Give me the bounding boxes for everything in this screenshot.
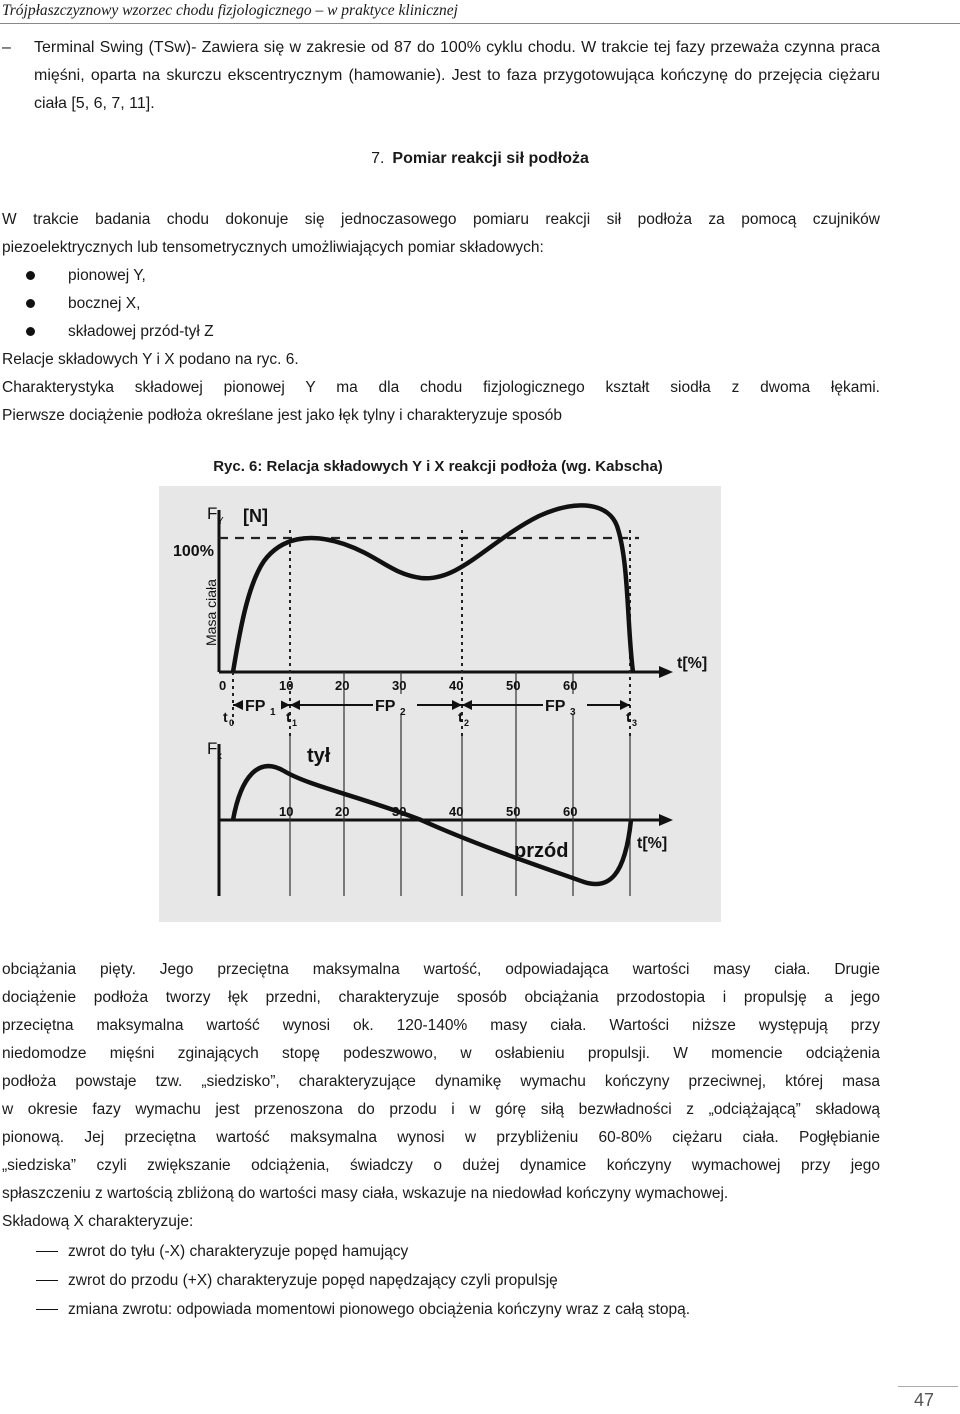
bullet-dot-icon xyxy=(26,327,35,336)
top-x-label: t[%] xyxy=(677,655,708,672)
para2-last-line: spłaszczeniu z wartością zbliżoną do wartości masy ciała, wskazuje na niedowład kończyny wymachowej. xyxy=(2,1185,729,1202)
para1-line1: W trakcie badania chodu dokonuje się jednoczasowego pomiaru reakcji sił podłoża za pomocą czujników xyxy=(2,211,880,228)
fx-subscript: x xyxy=(217,751,222,762)
char-line2: Pierwsze dociążenie podłoża określane jest jako łęk tylny i charakteryzuje sposób xyxy=(2,407,563,424)
figure-caption: Ryc. 6: Relacja składowych Y i X reakcji podłoża (wg. Kabscha) xyxy=(213,458,663,475)
horizontal-force-curve xyxy=(233,766,631,884)
time-marker-sub: 2 xyxy=(464,718,470,728)
relacje-line: Relacje składowych Y i X podano na ryc. 6. xyxy=(2,351,299,368)
fy-subscript: Y xyxy=(217,516,224,527)
intro-dash: – xyxy=(2,39,11,56)
phase-label: FP xyxy=(545,698,566,715)
bottom-tick-label: 60 xyxy=(563,804,578,819)
section-number: 7. xyxy=(371,150,385,167)
para2-line: obciążania pięty. Jego przeciętna maksymalna wartość, odpowiadająca wartości masy ciała. Drugie xyxy=(2,961,880,978)
para2-line: dociążenie podłoża tworzy łęk przedni, charakteryzuje sposób obciążania przodostopia i propulsję a jego xyxy=(2,989,880,1006)
hundred-percent-label: 100% xyxy=(173,543,214,560)
intro-item xyxy=(0,34,880,118)
top-tick-label: 10 xyxy=(279,678,294,693)
header-rule xyxy=(0,23,960,24)
phase-arrow-icon xyxy=(290,700,300,710)
phase-arrow-icon xyxy=(233,700,243,710)
time-marker: t xyxy=(458,709,463,725)
para2-line: w okresie fazy wymachu jest przenoszona do przodu i w górę siłą bezwładności z „odciążającą” składową xyxy=(2,1101,880,1118)
top-tick-label: 0 xyxy=(219,678,227,693)
dash-icon xyxy=(36,1280,58,1281)
top-tick-label: 20 xyxy=(335,678,350,693)
body-mass-vertical-label: Masa ciała xyxy=(203,579,219,646)
running-header-title: Trójpłaszczyznowy wzorzec chodu fizjologicznego – w praktyce klinicznej xyxy=(2,2,458,19)
dash-icon xyxy=(36,1251,58,1252)
char-line1: Charakterystyka składowej pionowej Y ma dla chodu fizjologicznego kształt siodła z dwoma łękami. xyxy=(2,379,880,396)
section-heading xyxy=(0,150,960,168)
para2-line: przeciętna maksymalna wartość wynosi ok. 120-140% masy ciała. Wartości niższe występują przy xyxy=(2,1017,880,1034)
page-number: 47 xyxy=(914,1390,935,1410)
figure-ryc6 xyxy=(159,486,721,922)
para2-line: podłoża powstaje tzw. „siedzisko”, charakteryzujące dynamikę wymachu kończyny przeciwnej, której masa xyxy=(2,1073,880,1090)
bullet-text: składowej przód-tył Z xyxy=(68,323,214,340)
bullet-dot-icon xyxy=(26,299,35,308)
para2-line: pionową. Jej przeciętna wartość maksymalna wynosi w przybliżeniu 60-80% ciężaru ciała. Pogłębianie xyxy=(2,1129,880,1146)
bottom-tick-label: 20 xyxy=(335,804,350,819)
bottom-tick-label: 40 xyxy=(449,804,464,819)
ground-reaction-diagram xyxy=(159,486,721,922)
time-marker-sub: 0 xyxy=(229,718,235,728)
phase-subscript: 2 xyxy=(400,707,406,718)
fx-axis-arrow-icon xyxy=(659,814,673,826)
dash-item-text: zwrot do przodu (+X) charakteryzuje popęd napędzający czyli propulsję xyxy=(68,1272,558,1289)
bottom-tick-label: 50 xyxy=(506,804,521,819)
top-tick-label: 60 xyxy=(563,678,578,693)
time-marker: t xyxy=(286,709,291,725)
vertical-force-curve xyxy=(233,505,633,672)
top-tick-label: 50 xyxy=(506,678,521,693)
back-label: tył xyxy=(307,745,331,767)
x-axis-arrow-icon xyxy=(659,666,673,678)
para2-line: niedomodze mięśni zginających stopę podeszwowo, w osłabieniu propulsji. W momencie odciążenia xyxy=(2,1045,880,1062)
bottom-x-label: t[%] xyxy=(637,835,668,852)
phase-subscript: 1 xyxy=(270,707,276,718)
bottom-tick-label: 10 xyxy=(279,804,294,819)
skladowa-line: Składową X charakteryzuje: xyxy=(2,1213,194,1230)
dash-icon xyxy=(36,1309,58,1310)
dash-item-text: zmiana zwrotu: odpowiada momentowi pionowego obciążenia kończyny wraz z całą stopą. xyxy=(68,1301,691,1318)
phase-subscript: 3 xyxy=(570,707,576,718)
unit-label: [N] xyxy=(243,506,268,526)
phase-label: FP xyxy=(245,698,266,715)
fx-symbol: F xyxy=(207,739,218,758)
time-marker: t xyxy=(223,709,228,725)
intro-text: Terminal Swing (TSw)- Zawiera się w zakresie od 87 do 100% cyklu chodu. W trakcie tej fazy przeważa czynna praca mięśni, oparta na skurczu ekscentrycznym (hamowanie). Jest to faza przygotowująca kończynę do przejęcia ciężaru ciała [5, 6, 7, 11]. xyxy=(34,39,880,112)
para1-line2: piezoelektrycznych lub tensometrycznych umożliwiających pomiar składowych: xyxy=(2,239,544,256)
time-marker: t xyxy=(626,709,631,725)
phase-label: FP xyxy=(375,698,396,715)
para2-line: „siedziska” czyli zwiększanie odciążenia, świadczy o dużej dynamice kończyny wymachowej przy jego xyxy=(2,1157,880,1174)
top-tick-label: 40 xyxy=(449,678,464,693)
running-header xyxy=(0,0,960,26)
section-title: Pomiar reakcji sił podłoża xyxy=(392,150,589,167)
fy-symbol: F xyxy=(207,504,218,523)
bullet-dot-icon xyxy=(26,271,35,280)
phase-arrow-icon xyxy=(462,700,472,710)
page-number-rule xyxy=(898,1386,958,1387)
bottom-tick-label: 30 xyxy=(392,804,407,819)
bullet-text: pionowej Y, xyxy=(68,267,146,284)
front-label: przód xyxy=(514,840,569,862)
time-marker-sub: 1 xyxy=(292,718,298,728)
bullet-text: bocznej X, xyxy=(68,295,141,312)
dash-item-text: zwrot do tyłu (-X) charakteryzuje popęd hamujący xyxy=(68,1243,409,1260)
time-marker-sub: 3 xyxy=(632,718,638,728)
top-tick-label: 30 xyxy=(392,678,407,693)
